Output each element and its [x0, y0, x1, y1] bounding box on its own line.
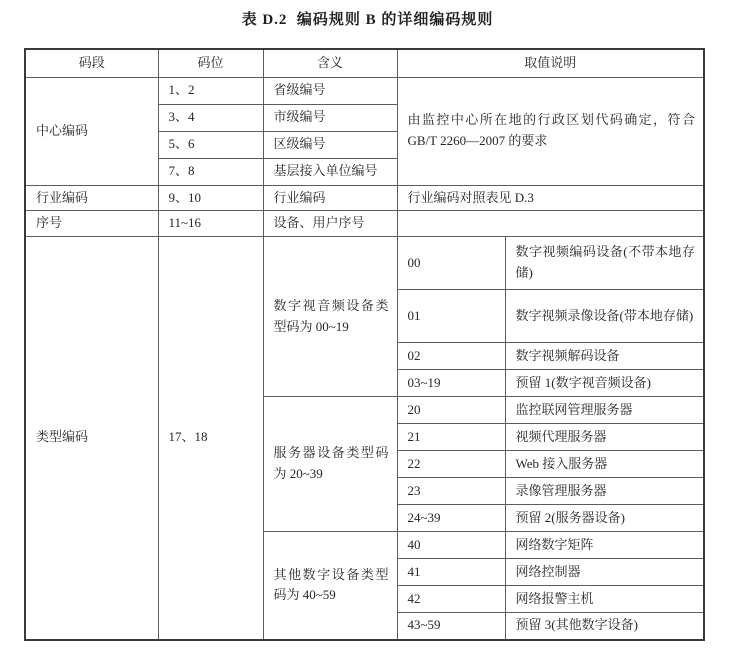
- note-cell-industry: 行业编码对照表见 D.3: [397, 185, 704, 211]
- page-title: 表 D.2 编码规则 B 的详细编码规则: [241, 12, 494, 28]
- pos-cell: 7、8: [158, 158, 263, 185]
- code-cell: 22: [397, 451, 505, 478]
- coding-rules-table: [24, 48, 705, 641]
- table-row: [25, 185, 704, 211]
- table-header-row: [25, 49, 704, 77]
- segment-cell-center: 中心编码: [25, 77, 158, 185]
- desc-cell: 预留 1(数字视音频设备): [505, 370, 704, 397]
- code-cell: 01: [397, 290, 505, 343]
- meaning-cell-group-other: 其他数字设备类型码为 40~59: [263, 532, 397, 640]
- desc-cell: Web 接入服务器: [505, 451, 704, 478]
- code-cell: 00: [397, 237, 505, 290]
- desc-cell: 网络数字矩阵: [505, 532, 704, 559]
- code-cell: 24~39: [397, 505, 505, 532]
- meaning-cell-group-av: 数字视音频设备类型码为 00~19: [263, 237, 397, 397]
- meaning-cell: 设备、用户序号: [263, 211, 397, 237]
- meaning-cell: 基层接入单位编号: [263, 158, 397, 185]
- note-cell-center: 由监控中心所在地的行政区划代码确定，符合 GB/T 2260—2007 的要求: [397, 77, 704, 185]
- code-cell: 23: [397, 478, 505, 505]
- segment-cell-serial: 序号: [25, 211, 158, 237]
- code-cell: 43~59: [397, 613, 505, 640]
- desc-cell: 预留 2(服务器设备): [505, 505, 704, 532]
- desc-cell: 网络报警主机: [505, 586, 704, 613]
- header-cell-segment: 码段: [25, 49, 158, 77]
- code-cell: 20: [397, 397, 505, 424]
- code-cell: 41: [397, 559, 505, 586]
- meaning-cell: 区级编号: [263, 131, 397, 158]
- pos-cell: 9、10: [158, 185, 263, 211]
- segment-cell-industry: 行业编码: [25, 185, 158, 211]
- desc-cell: 预留 3(其他数字设备): [505, 613, 704, 640]
- code-cell: 03~19: [397, 370, 505, 397]
- desc-cell: 数字视频录像设备(带本地存储): [505, 290, 704, 343]
- code-cell: 42: [397, 586, 505, 613]
- pos-cell: 5、6: [158, 131, 263, 158]
- desc-cell: 视频代理服务器: [505, 424, 704, 451]
- header-cell-meaning: 含义: [263, 49, 397, 77]
- note-cell-serial: [397, 211, 704, 237]
- desc-cell: 数字视频解码设备: [505, 343, 704, 370]
- pos-cell: 3、4: [158, 104, 263, 131]
- table-row: [25, 237, 704, 290]
- pos-cell: 11~16: [158, 211, 263, 237]
- desc-cell: 录像管理服务器: [505, 478, 704, 505]
- code-cell: 21: [397, 424, 505, 451]
- header-cell-pos: 码位: [158, 49, 263, 77]
- table-row: [25, 211, 704, 237]
- meaning-cell: 市级编号: [263, 104, 397, 131]
- desc-cell: 网络控制器: [505, 559, 704, 586]
- segment-cell-type: 类型编码: [25, 237, 158, 640]
- desc-cell: 监控联网管理服务器: [505, 397, 704, 424]
- meaning-cell: 行业编码: [263, 185, 397, 211]
- pos-cell-type: 17、18: [158, 237, 263, 640]
- meaning-cell-group-server: 服务器设备类型码为 20~39: [263, 397, 397, 532]
- header-cell-value: 取值说明: [397, 49, 704, 77]
- code-cell: 40: [397, 532, 505, 559]
- meaning-cell: 省级编号: [263, 77, 397, 104]
- code-cell: 02: [397, 343, 505, 370]
- pos-cell: 1、2: [158, 77, 263, 104]
- desc-cell: 数字视频编码设备(不带本地存储): [505, 237, 704, 290]
- table-row: [25, 77, 704, 104]
